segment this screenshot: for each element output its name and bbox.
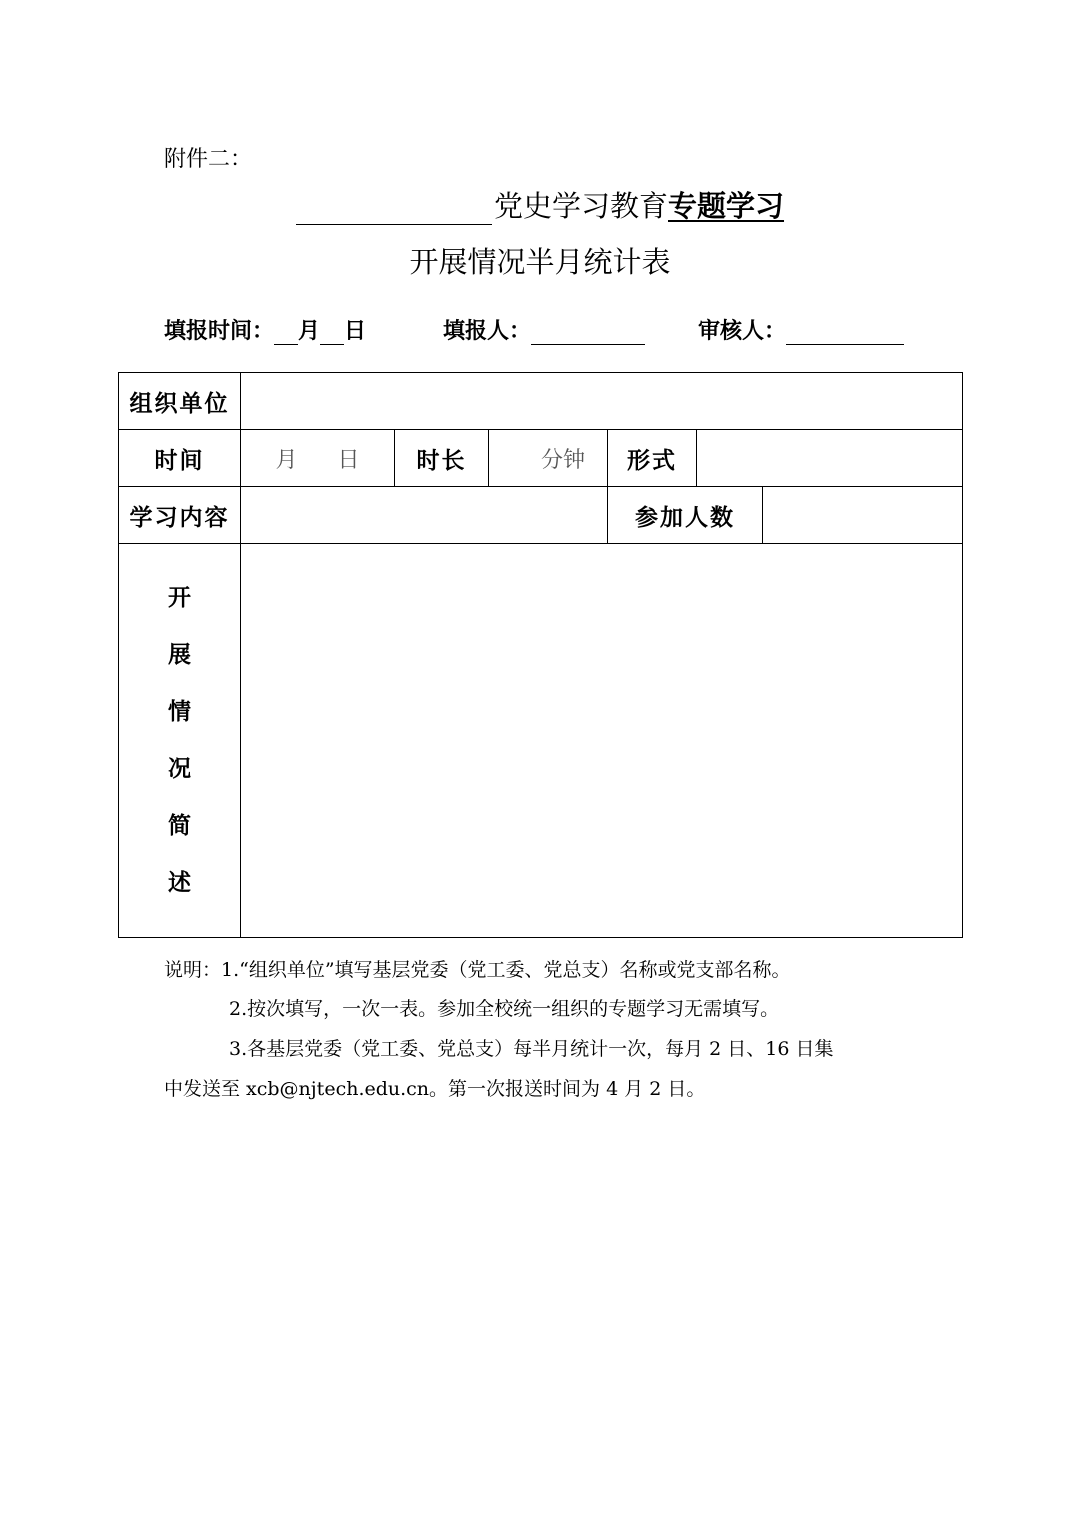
time-label: 时间 [119, 430, 241, 487]
day-blank[interactable] [320, 318, 344, 345]
month-blank[interactable] [274, 318, 298, 345]
row-time [119, 430, 963, 487]
note-line-3: 3.各基层党委（党工委、党总支）每半月统计一次，每月 2 日、16 日集 [229, 1038, 834, 1060]
note-line-4: 中发送至 xcb@njtech.edu.cn。第一次报送时间为 4 月 2 日。 [164, 1078, 706, 1100]
summary-char: 开 [168, 584, 191, 611]
attachment-label: 附件二： [164, 147, 253, 172]
summary-char: 况 [168, 755, 191, 782]
note-line-1: 说明：1.“组织单位”填写基层党委（党工委、党总支）名称或党支部名称。 [164, 959, 791, 981]
summary-char: 简 [168, 812, 191, 839]
org-unit-field[interactable] [241, 373, 963, 430]
report-time-label: 填报时间： [164, 319, 275, 344]
reporter [443, 314, 645, 345]
row-content [119, 487, 963, 544]
row-org-unit [119, 373, 963, 430]
reviewer [698, 314, 904, 345]
reviewer-blank[interactable] [786, 318, 904, 345]
summary-char: 述 [168, 869, 191, 896]
summary-label [119, 544, 241, 938]
summary-field[interactable] [241, 544, 963, 938]
participants-field[interactable] [763, 487, 963, 544]
title-main: 党史学习教育 [493, 189, 668, 223]
format-label: 形式 [608, 430, 697, 487]
content-field[interactable] [241, 487, 608, 544]
reporter-label: 填报人： [443, 319, 532, 344]
day-label: 日 [344, 319, 367, 344]
title-emphasis: 专题学习 [668, 189, 785, 223]
month-label: 月 [298, 319, 321, 344]
date-month-hint: 月 [275, 447, 298, 473]
reviewer-label: 审核人： [698, 319, 787, 344]
minutes-hint: 分钟 [540, 447, 585, 473]
row-summary [119, 544, 963, 938]
statistics-form-table [118, 372, 963, 938]
duration-label: 时长 [395, 430, 489, 487]
reporter-blank[interactable] [531, 318, 645, 345]
title-line-2: 开展情况半月统计表 [409, 245, 671, 279]
summary-char: 情 [168, 698, 191, 725]
title-line-1 [0, 184, 1080, 225]
org-unit-label: 组织单位 [119, 373, 241, 430]
format-field[interactable] [697, 430, 963, 487]
date-day-hint: 日 [337, 447, 360, 473]
duration-field[interactable] [489, 430, 608, 487]
title-unit-blank[interactable] [296, 194, 492, 225]
note-line-2: 2.按次填写，一次一表。参加全校统一组织的专题学习无需填写。 [229, 998, 780, 1020]
content-label: 学习内容 [119, 487, 241, 544]
date-field[interactable] [241, 430, 395, 487]
summary-char: 展 [168, 641, 191, 668]
report-time [164, 314, 366, 345]
participants-label: 参加人数 [608, 487, 763, 544]
